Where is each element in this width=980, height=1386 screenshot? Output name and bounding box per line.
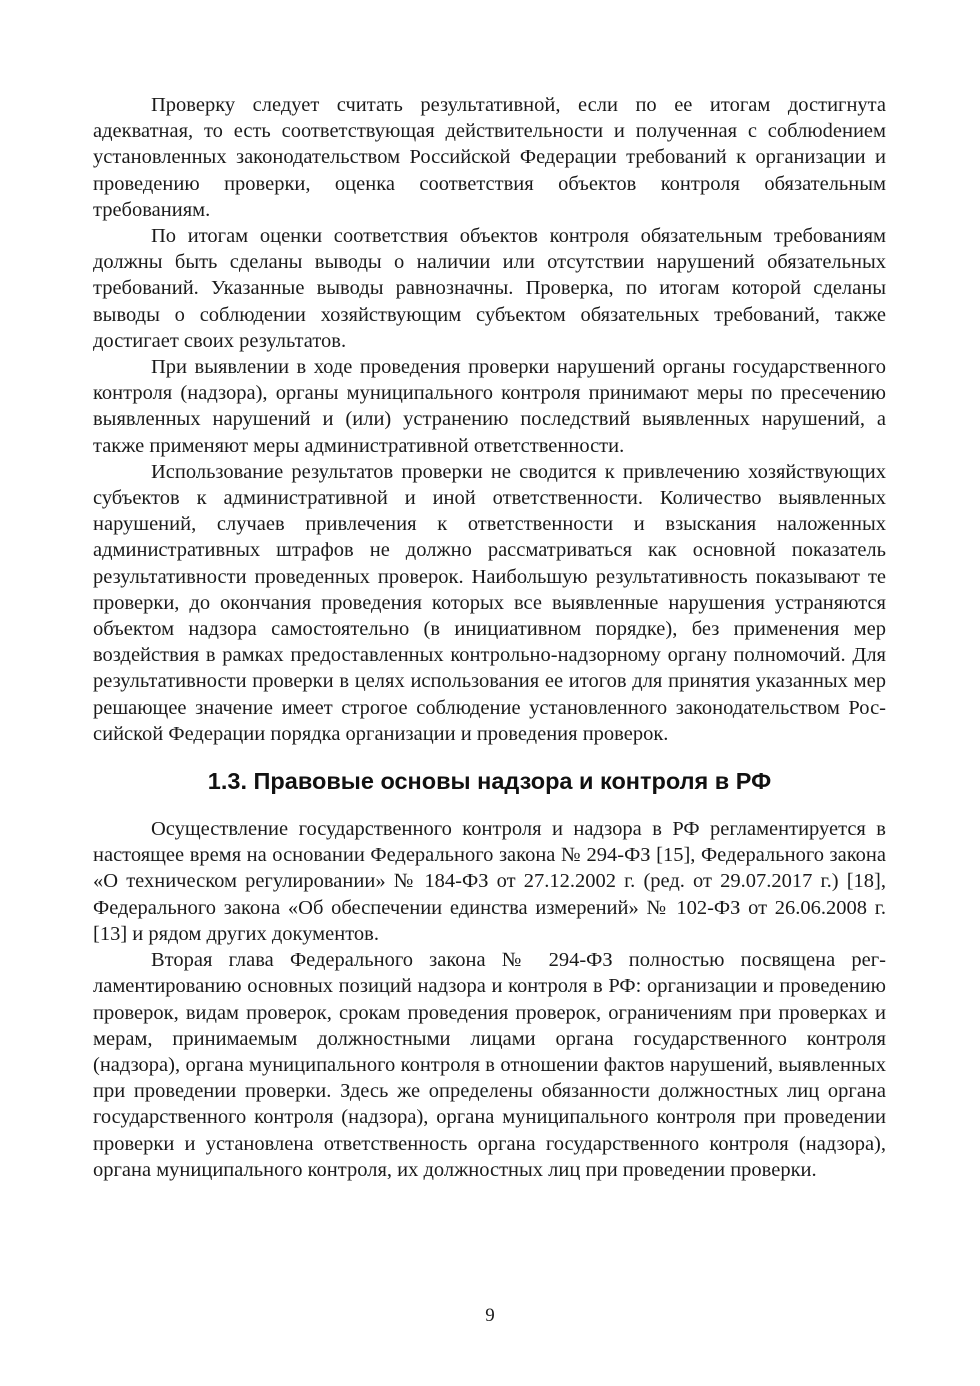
paragraph-violation-measures: При выявлении в ходе проведения проверки нарушений органы государственного контроля (надзора), органы муниципального контроля принимают меры по пресечению выявленных нарушений и (или) устранению последствий выявленных нарушений, а также применяют меры административной ответственности. — [93, 356, 886, 457]
paragraph-effective-inspection: Проверку следует считать результативной, если по ее итогам достигнута адекватная, то есть соответствующая действительности и полученная с соблюdением установленных законодательством Российской Федерации требований к организации и проведению проверки, оценка соответствия объектов контроля обязательным требованиям. — [93, 94, 886, 221]
section-heading: 1.3. Правовые основы надзора и контроля в РФ — [207, 768, 772, 795]
paragraph-legal-basis: Осуществление государственного контроля и надзора в РФ регламентируется в настоящее время на основании Федерального закона № 294-ФЗ [15], Федерального закона «О техническом регулировании» № 184-ФЗ от 27.12.2002 г. (ред. от 29.07.2017 г.) [18], Федерального закона «Об обеспечении единства измерений» № 102-ФЗ от 26.06.2008 г. [13] и рядом других документов. — [93, 818, 886, 945]
paragraph-use-of-results: Использование результатов проверки не сводится к привлечению хозяйствующих субъектов к административной и иной ответственности. Количество выявленных нарушений, случаев привлечения к ответственности и взыскания наложенных административных штрафов не должно рассматриваться как основной показатель результативности проведенных проверок. Наибольшую результативность показывают те проверки, до окончания проведения которых все выявленные нарушения устраняются объектом надзора самостоятельно (в инициативном порядке), без применения мер воздействия в рамках предоставленных контрольно-надзорному органу полномочий. Для результативности проверки в целях использования ее итогов для принятия указанных мер решающее значение имеет строгое соблюдение установленного законодательством Российской Федерации порядка организации и проведения проверок. — [93, 460, 886, 745]
paragraph-assessment-conclusions: По итогам оценки соответствия объектов контроля обязательным требованиям должны быть сделаны выводы о наличии или отсутствии нарушений обязательных требований. Указанные выводы равнозначны. Проверка, по итогам которой сделаны выводы о соблюдении хозяйствующим субъектом обязательных требований, также достигает своих результатов. — [93, 225, 886, 352]
paragraph-second-chapter: Вторая глава Федерального закона № 294-ФЗ полностью посвящена регламентированию основных позиций надзора и контроля в РФ: организации и проведению проверок, видам проверок, срокам проведения проверок, ограничениям при проверках и мерам, принимаемым должностными лицами органа государственного контроля (надзора), органа муниципального контроля в отношении фактов нарушений, выявленных при проведении проверки. Здесь же определены обязанности должностных лиц органа государственного контроля (надзора), органа муниципального контроля при проведении проверки и установлена ответственность органа государственного контроля (надзора), органа муниципального контроля, их должностных лиц при проведении проверки. — [93, 949, 886, 1181]
page-number: 9 — [485, 1305, 495, 1326]
document-page — [93, 92, 886, 1183]
